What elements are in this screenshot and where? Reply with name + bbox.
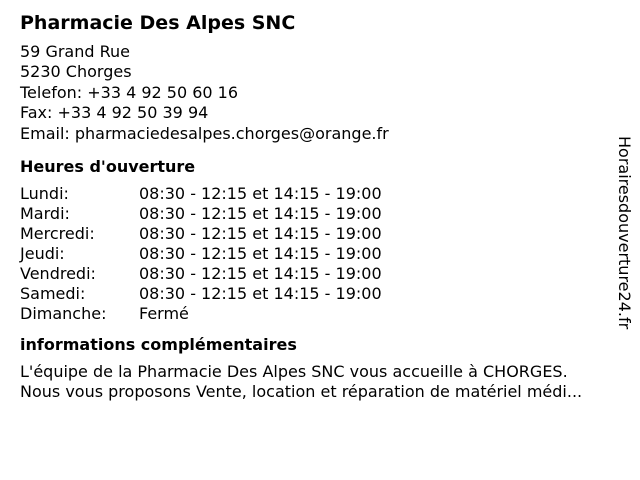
address-city: 5230 Chorges	[20, 62, 132, 82]
additional-info-title: informations complémentaires	[20, 335, 297, 355]
site-watermark: Horairesdouverture24.fr	[615, 136, 634, 330]
time-value: 08:30 - 12:15 et 14:15 - 19:00	[139, 224, 382, 244]
hours-row-sunday	[20, 304, 620, 324]
pharmacy-card	[20, 10, 620, 402]
day-label: Mercredi:	[20, 224, 95, 244]
opening-hours-title: Heures d'ouverture	[20, 157, 196, 177]
pharmacy-name: Pharmacie Des Alpes SNC	[20, 12, 296, 34]
phone-number: Telefon: +33 4 92 50 60 16	[20, 82, 239, 102]
address-street: 59 Grand Rue	[20, 42, 130, 61]
email-address: Email: pharmaciedesalpes.chorges@orange.fr	[20, 123, 389, 143]
additional-info-line-2: Nous vous proposons Vente, location et réparation de matériel médi...	[20, 382, 583, 402]
fax-number: Fax: +33 4 92 50 39 94	[20, 103, 209, 123]
time-value: 08:30 - 12:15 et 14:15 - 19:00	[139, 244, 382, 264]
hours-row-monday	[20, 184, 620, 204]
day-label: Vendredi:	[20, 264, 96, 284]
time-value: Fermé	[139, 304, 189, 324]
time-value: 08:30 - 12:15 et 14:15 - 19:00	[139, 264, 382, 284]
time-value: 08:30 - 12:15 et 14:15 - 19:00	[139, 184, 382, 204]
hours-row-thursday	[20, 244, 620, 264]
additional-info-line-1: L'équipe de la Pharmacie Des Alpes SNC vous accueille à CHORGES.	[20, 362, 568, 382]
day-label: Samedi:	[20, 284, 86, 304]
day-label: Jeudi:	[20, 244, 65, 264]
hours-row-friday	[20, 264, 620, 284]
hours-row-wednesday	[20, 224, 620, 244]
day-label: Mardi:	[20, 204, 70, 224]
hours-row-saturday	[20, 284, 620, 304]
time-value: 08:30 - 12:15 et 14:15 - 19:00	[139, 204, 382, 224]
hours-row-tuesday	[20, 204, 620, 224]
opening-hours-table	[20, 184, 620, 324]
time-value: 08:30 - 12:15 et 14:15 - 19:00	[139, 284, 382, 304]
day-label: Dimanche:	[20, 304, 107, 324]
day-label: Lundi:	[20, 184, 69, 204]
